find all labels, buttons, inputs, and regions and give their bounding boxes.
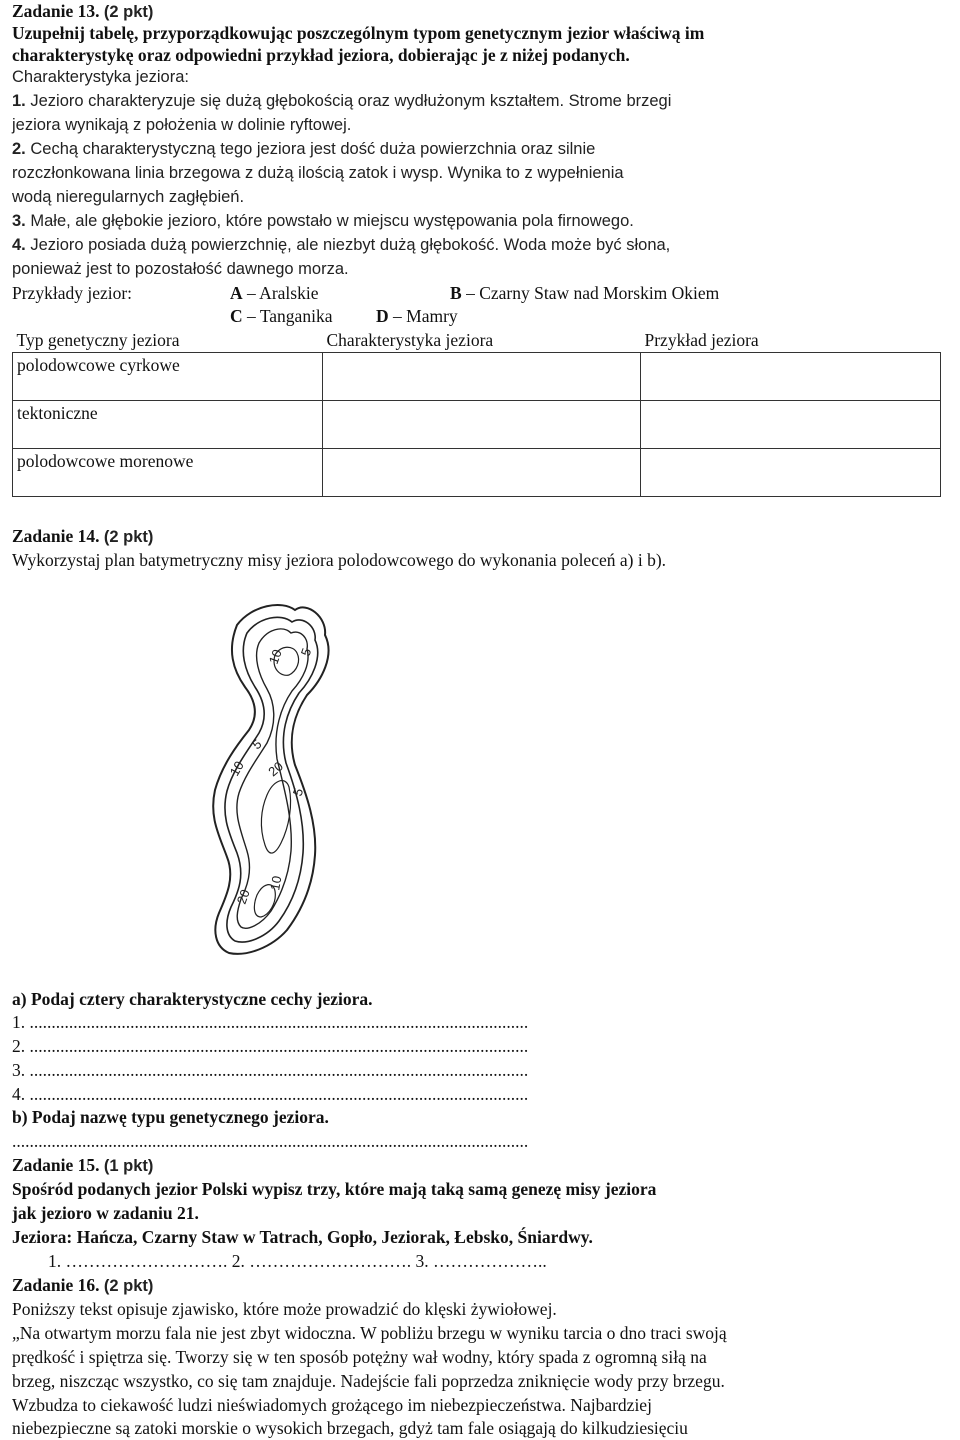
task14-instruction: Wykorzystaj plan batymetryczny misy jeziora polodowcowego do wykonania poleceń a) i b). bbox=[12, 550, 667, 570]
characteristic-item-2-cont2: wodą nieregularnych zagłębień. bbox=[12, 188, 245, 206]
depth-label: 10 bbox=[226, 758, 247, 779]
item-text: Jezioro charakteryzuje się dużą głębokością oraz wydłużonym kształtem. Strome brzegi bbox=[30, 92, 672, 110]
task16-text-line: prędkość i spiętrza się. Tworzy się w ten sposób potężny wał wodny, który spada z ogromną siłą na bbox=[12, 1347, 707, 1367]
task13-title-num: Zadanie 13. bbox=[12, 1, 100, 21]
item-number: 1. bbox=[12, 92, 26, 110]
answer-line-2[interactable]: 2. .................................................................................................................. bbox=[12, 1036, 529, 1056]
table-row bbox=[13, 449, 941, 497]
characteristic-item-3 bbox=[12, 210, 634, 232]
task13-instruction-1: Uzupełnij tabelę, przyporządkowując poszczególnym typom genetycznym jezior właściwą im bbox=[12, 23, 705, 43]
example-a bbox=[230, 282, 318, 304]
characteristic-item-4-cont: ponieważ jest to pozostałość dawnego morza. bbox=[12, 260, 349, 278]
depth-label: 10 bbox=[267, 874, 285, 892]
characteristic-item-1 bbox=[12, 90, 671, 112]
table-header-cell: Przykład jeziora bbox=[641, 328, 941, 353]
task15-points: (1 pkt) bbox=[103, 1157, 154, 1175]
task16-points: (2 pkt) bbox=[103, 1277, 154, 1295]
task15-title-num: Zadanie 15. bbox=[12, 1155, 100, 1175]
task15-instruction-2: jak jezioro w zadaniu 21. bbox=[12, 1203, 199, 1223]
task16-text-line: niebezpieczne są zatoki morskie o wysokich brzegach, gdyż tam fale osiągają do kilkudziesięciu bbox=[12, 1418, 688, 1438]
depth-label: 5 bbox=[289, 786, 307, 799]
task13-instruction-2: charakterystykę oraz odpowiedni przykład jeziora, dobierając je z niżej podanych. bbox=[12, 45, 630, 65]
example-d bbox=[376, 305, 458, 327]
task16-text-line: brzeg, niszcząc wszystko, co się tam znajduje. Nadejście fali poprzedza zniknięcie wody przy brzegu. bbox=[12, 1371, 725, 1391]
task14-points: (2 pkt) bbox=[103, 528, 154, 546]
depth-label: 5 bbox=[297, 646, 315, 659]
task15-answer-line[interactable]: 1. ………………………. 2. ………………………. 3. ……………….. bbox=[48, 1251, 547, 1271]
example-answer-cell[interactable] bbox=[641, 449, 941, 497]
example-name: – Mamry bbox=[393, 306, 458, 326]
example-letter: D bbox=[376, 306, 389, 326]
example-b bbox=[450, 282, 719, 304]
characteristic-item-1-cont: jeziora wynikają z położenia w dolinie ryftowej. bbox=[12, 116, 352, 134]
table-header-cell: Typ genetyczny jeziora bbox=[13, 328, 323, 353]
depth-label: 10 bbox=[265, 647, 285, 667]
item-text: Cechą charakterystyczną tego jeziora jest dość duża powierzchnia oraz silnie bbox=[30, 140, 596, 158]
task16-title bbox=[12, 1274, 153, 1296]
item-number: 4. bbox=[12, 236, 26, 254]
item-number: 3. bbox=[12, 212, 26, 230]
task15-lakes: Jeziora: Hańcza, Czarny Staw w Tatrach, Gopło, Jeziorak, Łebsko, Śniardwy. bbox=[12, 1227, 593, 1247]
examples-label: Przykłady jezior: bbox=[12, 283, 133, 303]
item-text: Jezioro posiada dużą powierzchnię, ale niezbyt dużą głębokość. Woda może być słona, bbox=[30, 236, 671, 254]
table-header-cell: Charakterystyka jeziora bbox=[323, 328, 641, 353]
example-name: – Tanganika bbox=[247, 306, 333, 326]
characteristic-answer-cell[interactable] bbox=[323, 449, 641, 497]
characteristic-item-2-cont: rozczłonkowana linia brzegowa z dużą ilością zatok i wysp. Wynika to z wypełnienia bbox=[12, 164, 624, 182]
example-c bbox=[230, 305, 332, 327]
item-text: Małe, ale głębokie jezioro, które powstało w miejscu występowania pola firnowego. bbox=[30, 212, 634, 230]
depth-label: 20 bbox=[265, 758, 287, 780]
table-row bbox=[13, 401, 941, 449]
task14-title bbox=[12, 525, 153, 547]
depth-label: 20 bbox=[233, 887, 253, 907]
lake-type-cell: polodowcowe morenowe bbox=[13, 449, 323, 497]
answer-line-4[interactable]: 4. .................................................................................................................. bbox=[12, 1084, 529, 1104]
characteristic-answer-cell[interactable] bbox=[323, 401, 641, 449]
example-letter: A bbox=[230, 283, 243, 303]
task13-title bbox=[12, 0, 153, 22]
task16-instruction: Poniższy tekst opisuje zjawisko, które może prowadzić do klęski żywiołowej. bbox=[12, 1299, 557, 1319]
task13-points: (2 pkt) bbox=[103, 3, 154, 21]
answer-line-1[interactable]: 1. .................................................................................................................. bbox=[12, 1012, 529, 1032]
depth-contour-20 bbox=[261, 781, 290, 853]
example-letter: B bbox=[450, 283, 462, 303]
example-letter: C bbox=[230, 306, 243, 326]
task16-title-num: Zadanie 16. bbox=[12, 1275, 100, 1295]
lake-type-cell: tektoniczne bbox=[13, 401, 323, 449]
characteristic-item-2 bbox=[12, 138, 595, 160]
table-row bbox=[13, 353, 941, 401]
lake-type-cell: polodowcowe cyrkowe bbox=[13, 353, 323, 401]
example-answer-cell[interactable] bbox=[641, 353, 941, 401]
task14-title-num: Zadanie 14. bbox=[12, 526, 100, 546]
bathymetric-map bbox=[197, 595, 497, 970]
depth-label: 5 bbox=[249, 736, 265, 753]
task15-title bbox=[12, 1154, 153, 1176]
example-answer-cell[interactable] bbox=[641, 401, 941, 449]
example-name: – Aralskie bbox=[247, 283, 319, 303]
table-header-row bbox=[13, 328, 941, 353]
answer-line-b[interactable]: ...................................................................................................................... bbox=[12, 1131, 529, 1151]
characteristics-header: Charakterystyka jeziora: bbox=[12, 68, 189, 86]
task14b-label: b) Podaj nazwę typu genetycznego jeziora. bbox=[12, 1107, 329, 1127]
example-name: – Czarny Staw nad Morskim Okiem bbox=[466, 283, 720, 303]
answer-line-3[interactable]: 3. .................................................................................................................. bbox=[12, 1060, 529, 1080]
characteristic-item-4 bbox=[12, 234, 670, 256]
characteristic-answer-cell[interactable] bbox=[323, 353, 641, 401]
item-number: 2. bbox=[12, 140, 26, 158]
task16-text-line: Wzbudza to ciekawość ludzi nieświadomych grożącego im niebezpieczeństwa. Najbardziej bbox=[12, 1395, 652, 1415]
task16-text-line: „Na otwartym morzu fala nie jest zbyt widoczna. W pobliżu brzegu w wyniku tarcia o dno traci swoją bbox=[12, 1323, 727, 1343]
lake-types-table bbox=[12, 328, 941, 497]
task15-instruction-1: Spośród podanych jezior Polski wypisz trzy, które mają taką samą genezę misy jeziora bbox=[12, 1179, 657, 1199]
task14a-label: a) Podaj cztery charakterystyczne cechy jeziora. bbox=[12, 989, 373, 1009]
